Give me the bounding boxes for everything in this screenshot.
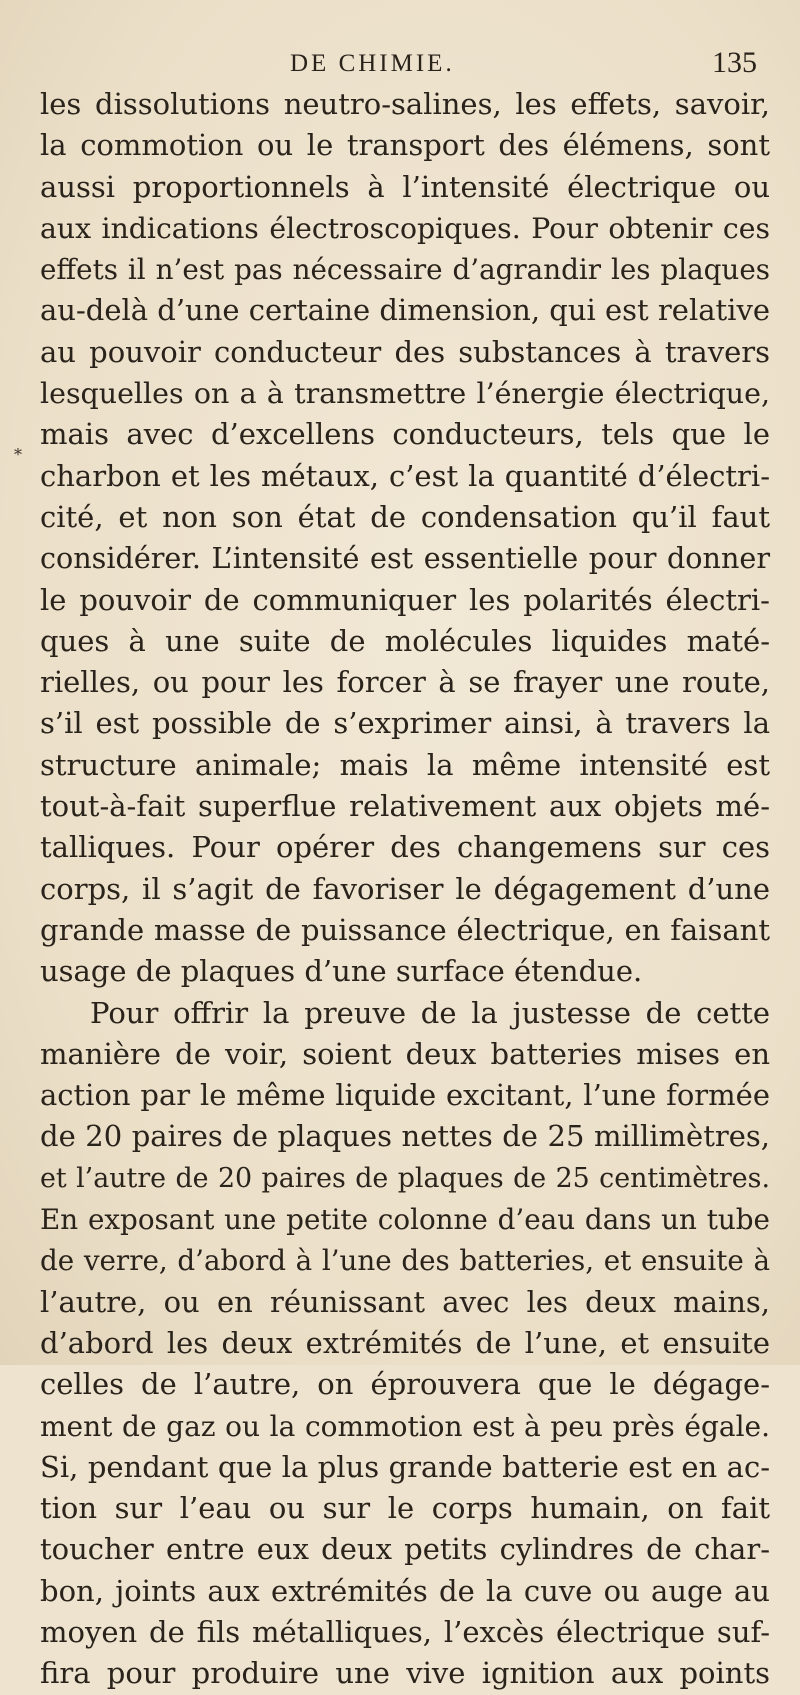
text-line: Si, pendant que la plus grande batterie est en ac- xyxy=(40,1449,770,1484)
text-line: aussi proportionnels à l’intensité électrique ou xyxy=(40,169,770,204)
body-text xyxy=(40,84,770,1695)
text-line: ment de gaz ou la commotion est à peu près égale. xyxy=(40,1409,770,1443)
text-line: action par le même liquide excitant, l’une formée xyxy=(40,1078,770,1113)
running-title: DE CHIMIE. xyxy=(290,50,455,77)
text-line: lesquelles on a à transmettre l’énergie électrique, xyxy=(40,377,770,411)
text-line: le pouvoir de communiquer les polarités électri- xyxy=(40,582,770,617)
text-line: de 20 paires de plaques nettes de 25 millimètres, xyxy=(40,1119,770,1154)
text-line: cité, et non son état de condensation qu’il faut xyxy=(40,499,770,534)
text-line: talliques. Pour opérer des changemens sur ces xyxy=(40,830,770,865)
text-line: structure animale; mais la même intensité est xyxy=(40,747,770,782)
text-line: la commotion ou le transport des élémens, sont xyxy=(40,128,770,163)
text-line: de verre, d’abord à l’une des batteries, et ensuite à xyxy=(40,1244,770,1278)
text-line: ques à une suite de molécules liquides maté- xyxy=(40,623,770,658)
text-line: s’il est possible de s’exprimer ainsi, à travers la xyxy=(40,706,770,741)
text-line: rielles, ou pour les forcer à se frayer une route, xyxy=(40,665,770,700)
page-number: 135 xyxy=(712,46,757,79)
text-line: grande masse de puissance électrique, en faisant xyxy=(40,912,770,947)
page-header xyxy=(0,44,800,84)
text-line: l’autre, ou en réunissant avec les deux mains, xyxy=(40,1284,770,1319)
text-line: tion sur l’eau ou sur le corps humain, on fait xyxy=(40,1491,770,1526)
text-line: aux indications électroscopiques. Pour obtenir ces xyxy=(40,211,770,245)
text-line: celles de l’autre, on éprouvera que le dégage- xyxy=(40,1367,770,1402)
text-line: les dissolutions neutro-salines, les effets, savoir, xyxy=(40,87,770,121)
text-line: moyen de fils métalliques, l’excès électrique suf- xyxy=(40,1614,770,1649)
text-line: effets il n’est pas nécessaire d’agrandir les plaques xyxy=(40,253,770,287)
text-line: charbon et les métaux, c’est la quantité d’électri- xyxy=(40,458,770,493)
text-line: usage de plaques d’une surface étendue. xyxy=(40,954,643,989)
text-line: d’abord les deux extrémités de l’une, et ensuite xyxy=(40,1325,770,1360)
text-line: mais avec d’excellens conducteurs, tels que le xyxy=(40,417,770,452)
text-line: corps, il s’agit de favoriser le dégagement d’une xyxy=(40,871,770,906)
text-line: manière de voir, soient deux batteries mises en xyxy=(40,1036,770,1071)
text-line: fira pour produire une vive ignition aux points xyxy=(40,1656,770,1691)
text-line: Pour offrir la preuve de la justesse de cette xyxy=(90,995,770,1030)
text-line: tout-à-fait superflue relativement aux objets mé- xyxy=(40,789,770,824)
text-line: au pouvoir conducteur des substances à travers xyxy=(40,334,770,369)
text-line: bon, joints aux extrémités de la cuve ou auge au xyxy=(40,1573,770,1608)
text-line: En exposant une petite colonne d’eau dans un tube xyxy=(40,1203,770,1237)
text-line: toucher entre eux deux petits cylindres de char- xyxy=(40,1532,770,1567)
margin-mark: * xyxy=(14,445,22,464)
text-line: au-delà d’une certaine dimension, qui est relative xyxy=(40,293,770,328)
text-line: et l’autre de 20 paires de plaques de 25 centimètres. xyxy=(40,1162,770,1194)
text-line: considérer. L’intensité est essentielle pour donner xyxy=(40,541,770,576)
